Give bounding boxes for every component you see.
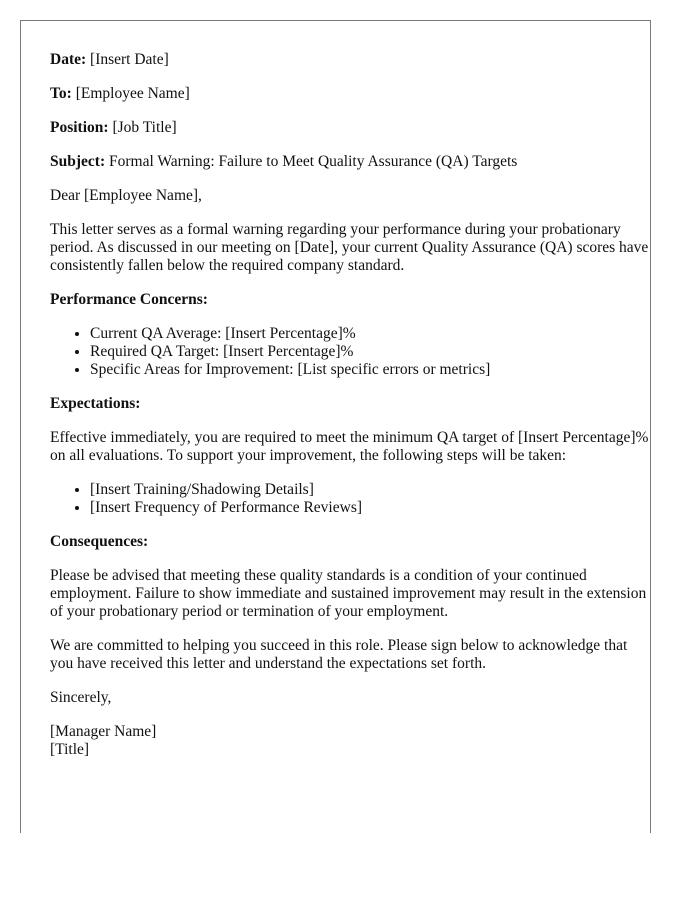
list-item: • Specific Areas for Improvement: [List specific errors or metrics]: [90, 361, 650, 379]
position-value: [Job Title]: [112, 119, 177, 136]
consequences-paragraph: Please be advised that meeting these quality standards is a condition of your continued employment. Failure to show immediate and sustained improvement may result in the extension of your probationary period or termination of your employment.: [50, 567, 647, 620]
expectations-heading: Expectations:: [50, 395, 141, 412]
subject-line: [50, 153, 650, 171]
position-line: [50, 119, 650, 137]
list-item: • Current QA Average: [Insert Percentage]%: [90, 325, 650, 343]
list-item: • [Insert Frequency of Performance Reviews]: [90, 499, 650, 517]
signature-block: [50, 723, 650, 759]
to-line: [50, 85, 650, 103]
performance-list: [50, 325, 650, 379]
expectations-paragraph: Effective immediately, you are required to meet the minimum QA target of [Insert Percentage]% on all evaluations. To support your improvement, the following steps will be taken:: [50, 429, 649, 464]
subject-value: Formal Warning: Failure to Meet Quality Assurance (QA) Targets: [108, 153, 518, 170]
letter-document: [20, 20, 651, 833]
salutation: Dear [Employee Name],: [50, 187, 202, 204]
signoff: Sincerely,: [50, 689, 112, 706]
date-line: [50, 51, 650, 69]
expectations-list: [50, 481, 650, 517]
intro-paragraph: This letter serves as a formal warning regarding your performance during your probationary period. As discussed in our meeting on [Date], your current Quality Assurance (QA) scores have consistently fallen below the required company standard.: [50, 221, 649, 274]
performance-heading: Performance Concerns:: [50, 291, 208, 308]
to-label: To:: [50, 85, 72, 102]
list-item: • Required QA Target: [Insert Percentage]%: [90, 343, 650, 361]
to-value: [Employee Name]: [75, 85, 190, 102]
manager-title: [Title]: [50, 741, 90, 758]
subject-label: Subject:: [50, 153, 106, 170]
position-label: Position:: [50, 119, 109, 136]
consequences-heading: Consequences:: [50, 533, 149, 550]
date-value: [Insert Date]: [90, 51, 169, 68]
closing-paragraph: We are committed to helping you succeed in this role. Please sign below to acknowledge that you have received this letter and understand the expectations set forth.: [50, 637, 628, 672]
list-item: • [Insert Training/Shadowing Details]: [90, 481, 650, 499]
manager-name: [Manager Name]: [50, 723, 157, 740]
date-label: Date:: [50, 51, 87, 68]
